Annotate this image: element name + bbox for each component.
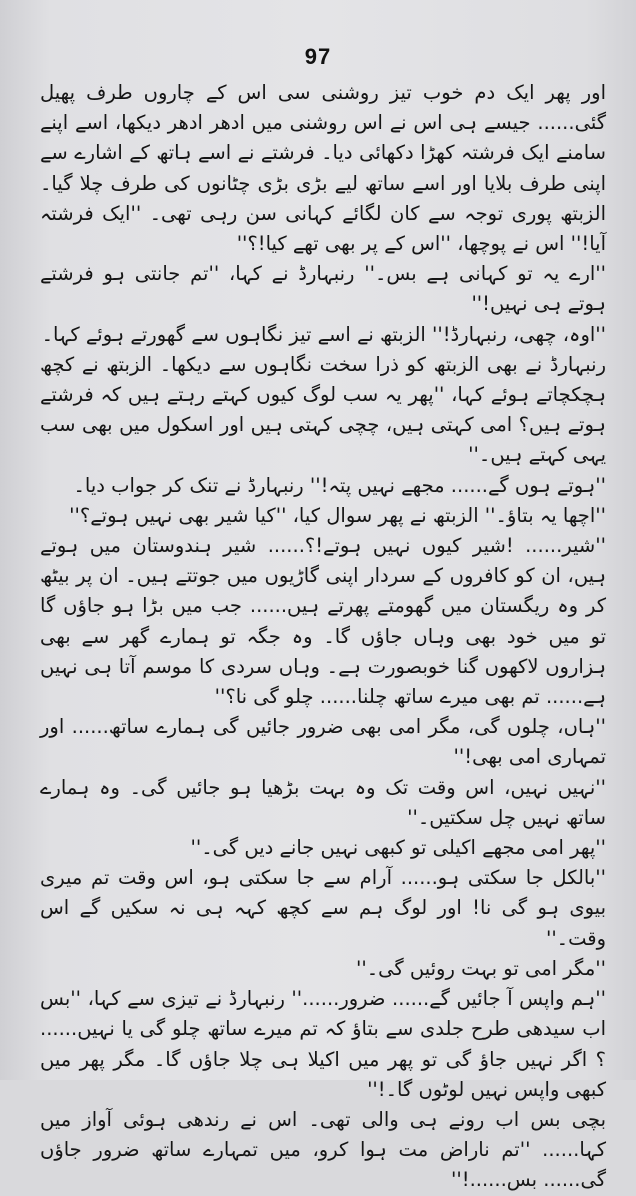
paragraph-10: ''پھر امی مجھے اکیلی تو کبھی نہیں جانے دیں گی۔'' [190, 836, 606, 860]
page-text [40, 78, 606, 1196]
paragraph-6: ''اچھا یہ بتاؤ۔'' الزبتھ نے پھر سوال کیا، ''کیا شیر بھی نہیں ہوتے؟'' [69, 503, 606, 527]
paragraph-9: ''نہیں نہیں، اس وقت تک وہ بہت بڑھیا ہو جائیں گی۔ وہ ہمارے ساتھ نہیں چل سکتیں۔'' [40, 775, 606, 829]
paragraph-1: اور پھر ایک دم خوب تیز روشنی سی اس کے چاروں طرف پھیل گئی...... جیسے ہی اس نے اس روشنی میں ادھر ادھر دیکھا، اسے اپنے سامنے ایک فرشتہ کھڑا دکھائی دیا۔ فرشتے نے اسے ہاتھ کے اشارے سے اپنی طرف بلایا اور اسے ساتھ لیے بڑی بڑی چٹانوں کی طرف چلا گیا۔ الزبتھ پوری توجہ سے کان لگائے کہانی سن رہی تھی۔ ''ایک فرشتہ آیا!'' اس نے پوچھا، ''اس کے پر بھی تھے کیا!؟'' [40, 81, 606, 256]
paragraph-13: ''ہم واپس آ جائیں گے...... ضرور......'' رنبہارڈ نے تیزی سے کہا، ''بس اب سیدھی طرح جلدی سے بتاؤ کہ تم میرے ساتھ چلو گی یا نہیں...... ؟ اگر نہیں جاؤ گی تو پھر میں اکیلا ہی چلا جاؤں گا۔ مگر پھر میں کبھی واپس نہیں لوٹوں گا۔!'' [40, 987, 606, 1101]
paragraph-11: ''بالکل جا سکتی ہو...... آرام سے جا سکتی ہو، اس وقت تم میری بیوی ہو گی نا! اور لوگ ہم سے کچھ کہہ ہی نہ سکیں گے اس وقت۔'' [40, 866, 606, 950]
paragraph-8: ''ہاں، چلوں گی، مگر امی بھی ضرور جائیں گی ہمارے ساتھ...... اور تمہاری امی بھی!'' [40, 715, 606, 769]
paragraph-4: رنبہارڈ نے بھی الزبتھ کو ذرا سخت نگاہوں سے دیکھا۔ الزبتھ نے کچھ ہچکچاتے ہوئے کہا، ''پھر یہ سب لوگ کیوں کہتے رہتے ہیں کہ فرشتے ہوتے ہیں؟ امی کہتی ہیں، چچی کہتی ہیں اور اسکول میں بھی سب یہی کہتے ہیں۔'' [40, 352, 606, 467]
paragraph-12: ''مگر امی تو بہت روئیں گی۔'' [356, 956, 606, 980]
paragraph-2: ''ارے یہ تو کہانی ہے بس۔'' رنبہارڈ نے کہا، ''تم جانتی ہو فرشتے ہوتے ہی نہیں!'' [40, 262, 606, 316]
paragraph-3: ''اوہ، چھی، رنبہارڈ!'' الزبتھ نے اسے تیز نگاہوں سے گھورتے ہوئے کہا۔ [41, 322, 606, 346]
paragraph-7: ''شیر...... !شیر کیوں نہیں ہوتے!؟...... شیر ہندوستان میں ہوتے ہیں، ان کو کافروں کے سردار اپنی گاڑیوں میں جوتتے ہیں۔ ان پر بیٹھ کر وہ ریگستان میں گھومتے پھرتے ہیں...... جب میں بڑا ہو جاؤں گا تو میں خود بھی وہاں جاؤں گا۔ وہ جگہ تو ہمارے گھر سے بھی ہزاروں لاکھوں گنا خوبصورت ہے۔ وہاں سردی کا موسم آتا ہی نہیں ہے...... تم بھی میرے ساتھ چلنا...... چلو گی نا؟'' [40, 534, 606, 709]
paragraph-14: بچی بس اب رونے ہی والی تھی۔ اس نے رندھی ہوئی آواز میں کہا...... ''تم ناراض مت ہوا کرو، میں تمہارے ساتھ ضرور جاؤں گی...... بس......!'' [40, 1107, 606, 1192]
page-number: 97 [304, 44, 332, 69]
paragraph-5: ''ہوتے ہوں گے...... مجھے نہیں پتہ!'' رنبہارڈ نے تنک کر جواب دیا۔ [73, 473, 606, 497]
